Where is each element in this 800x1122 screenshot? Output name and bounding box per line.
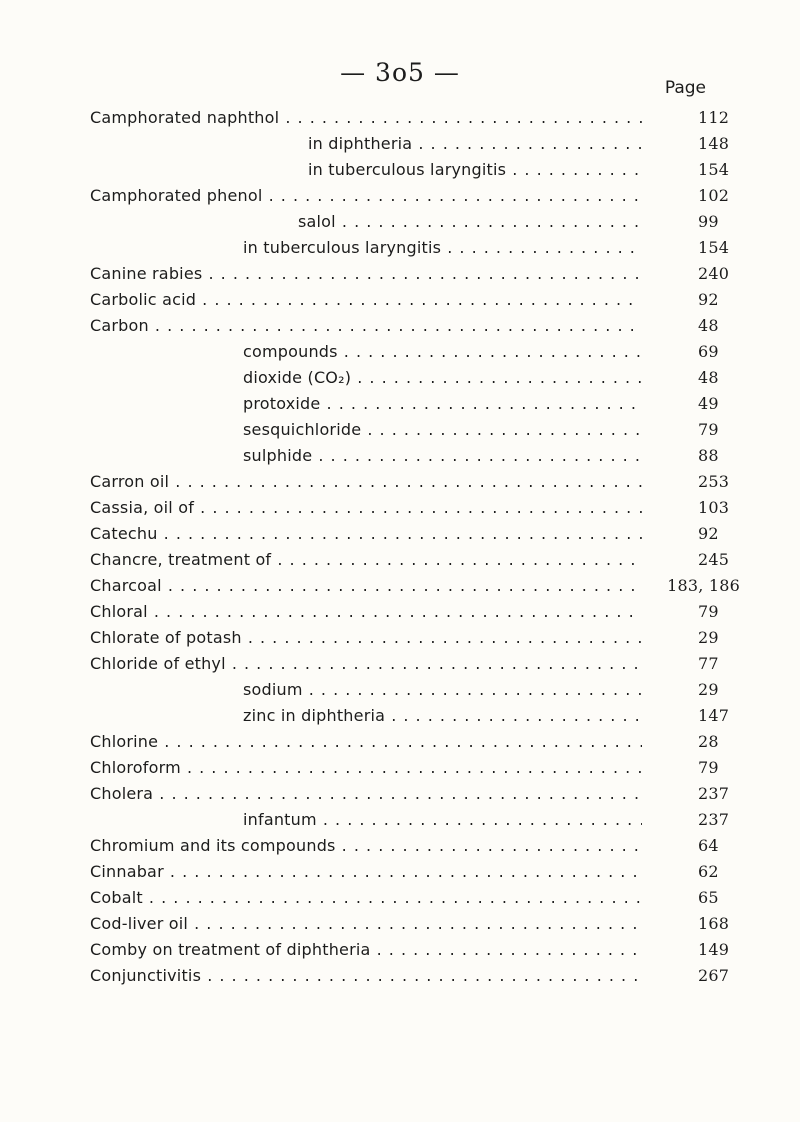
index-term: Charcoal . . .	[0, 576, 642, 595]
index-page-ref: 69	[698, 341, 719, 361]
index-term: Chromium and its compounds . . .	[0, 836, 642, 855]
index-entry	[0, 130, 800, 156]
index-page-ref: 147	[698, 705, 730, 725]
index-term: Camphorated phenol . . .	[0, 186, 642, 205]
index-page-ref: 49	[698, 393, 719, 413]
index-entry	[0, 754, 800, 780]
index-term: Cassia, oil of . . .	[0, 498, 642, 517]
index-term: compounds . . .	[0, 342, 642, 361]
index-term: Chlorine . . .	[0, 732, 642, 751]
index-page-ref: 92	[698, 289, 719, 309]
index-term: Camphorated naphthol . . .	[0, 108, 642, 127]
index-term: Carbon . . .	[0, 316, 642, 335]
index-entry	[0, 182, 800, 208]
index-entry	[0, 806, 800, 832]
index-term: sesquichloride . . .	[0, 420, 642, 439]
index-entry	[0, 780, 800, 806]
index-term: Catechu . . .	[0, 524, 642, 543]
index-page-ref: 154	[698, 159, 730, 179]
index-term: Carbolic acid . . .	[0, 290, 642, 309]
index-entry	[0, 312, 800, 338]
index-term: salol . . .	[0, 212, 642, 231]
index-page-ref: 168	[698, 913, 730, 933]
index-page-ref: 99	[698, 211, 719, 231]
index-term: protoxide . . .	[0, 394, 642, 413]
index-page-ref: 183, 186	[667, 575, 740, 595]
index-entry	[0, 702, 800, 728]
index-term: Chloroform . . .	[0, 758, 642, 777]
index-page-ref: 267	[698, 965, 730, 985]
index-term: in tuberculous laryngitis . . .	[0, 160, 642, 179]
index-entry	[0, 624, 800, 650]
index-term: Carron oil . . .	[0, 472, 642, 491]
index-page-ref: 112	[698, 107, 730, 127]
index-page-ref: 64	[698, 835, 719, 855]
index-page-ref: 65	[698, 887, 719, 907]
index-term: Comby on treatment of diphtheria . . .	[0, 940, 642, 959]
index-page-ref: 28	[698, 731, 719, 751]
index-term: Chloride of ethyl . . .	[0, 654, 642, 673]
index-entry	[0, 858, 800, 884]
index-term: dioxide (CO₂) . . .	[0, 368, 642, 387]
index-term: Cinnabar . . .	[0, 862, 642, 881]
page-number: — 3o5 —	[340, 58, 460, 87]
index-page-ref: 62	[698, 861, 719, 881]
index-page-ref: 253	[698, 471, 730, 491]
index-page-ref: 154	[698, 237, 730, 257]
index-page-ref: 29	[698, 679, 719, 699]
index-entry	[0, 260, 800, 286]
index-entry	[0, 208, 800, 234]
index-page-ref: 149	[698, 939, 730, 959]
index-entry	[0, 364, 800, 390]
index-entry	[0, 520, 800, 546]
index-entry	[0, 676, 800, 702]
index-term: Cobalt . . .	[0, 888, 642, 907]
index-entry	[0, 442, 800, 468]
index-page-ref: 240	[698, 263, 730, 283]
index-page-ref: 79	[698, 601, 719, 621]
index-term: sulphide . . .	[0, 446, 642, 465]
index-term: sodium . . .	[0, 680, 642, 699]
index-entry	[0, 546, 800, 572]
index-page-ref: 79	[698, 757, 719, 777]
index-page-ref: 88	[698, 445, 719, 465]
index-entry	[0, 936, 800, 962]
index-entry	[0, 416, 800, 442]
index-page-ref: 48	[698, 315, 719, 335]
index-entry	[0, 650, 800, 676]
index-term: Cholera . . .	[0, 784, 642, 803]
index-term: zinc in diphtheria . . .	[0, 706, 642, 725]
index-term: Canine rabies . . .	[0, 264, 642, 283]
index-page-ref: 103	[698, 497, 730, 517]
index-entry	[0, 156, 800, 182]
index-entry	[0, 598, 800, 624]
index-term: Chancre, treatment of . . .	[0, 550, 642, 569]
index-term: Cod-liver oil . . .	[0, 914, 642, 933]
index-entry	[0, 286, 800, 312]
index-entry	[0, 832, 800, 858]
index-entry	[0, 468, 800, 494]
index-page-ref: 48	[698, 367, 719, 387]
page-column-header: Page	[664, 78, 706, 98]
index-page-ref: 237	[698, 783, 730, 803]
index-page-ref: 79	[698, 419, 719, 439]
index-page-ref: 237	[698, 809, 730, 829]
index-entry	[0, 884, 800, 910]
index-entry	[0, 338, 800, 364]
index-entry	[0, 910, 800, 936]
index-term: Chlorate of potash . . .	[0, 628, 642, 647]
index-entry	[0, 962, 800, 988]
index-entry	[0, 104, 800, 130]
index-term: Chloral . . .	[0, 602, 642, 621]
index-entry-list	[0, 104, 800, 988]
index-term: in tuberculous laryngitis . . .	[0, 238, 642, 257]
index-term: infantum . . .	[0, 810, 642, 829]
index-entry	[0, 728, 800, 754]
index-page-ref: 148	[698, 133, 730, 153]
index-page-ref: 77	[698, 653, 719, 673]
index-page-ref: 102	[698, 185, 730, 205]
index-page-ref: 245	[698, 549, 730, 569]
index-page-ref: 29	[698, 627, 719, 647]
index-term: in diphtheria . . .	[0, 134, 642, 153]
index-entry	[0, 390, 800, 416]
index-page-ref: 92	[698, 523, 719, 543]
index-entry	[0, 234, 800, 260]
index-term: Conjunctivitis . . .	[0, 966, 642, 985]
index-entry	[0, 572, 800, 598]
index-entry	[0, 494, 800, 520]
